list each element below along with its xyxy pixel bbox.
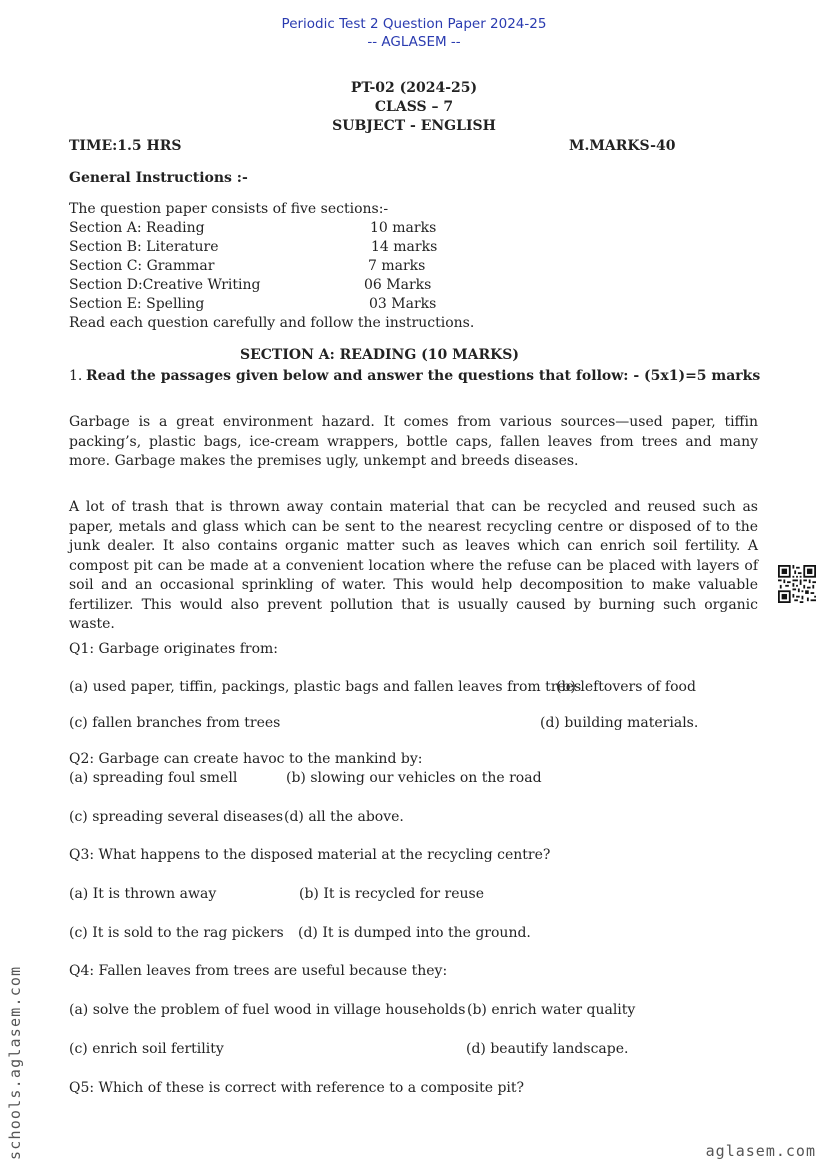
q3-option-a: (a) It is thrown away [69,886,217,902]
q2-stem: Q2: Garbage can create havoc to the mankind by: [69,751,423,767]
q1-option-c: (c) fallen branches from trees [69,715,281,731]
section-a-marks: 10 marks [370,220,437,236]
section-b-name: Section B: Literature [69,239,219,255]
q3-stem: Q3: What happens to the disposed material at the recycling centre? [69,847,551,863]
section-c-marks: 7 marks [368,258,426,274]
time-label: TIME:1.5 HRS [69,138,182,154]
class-title: CLASS – 7 [374,99,454,115]
question-1-instruction: Read the passages given below and answer the questions that follow: - (5x1)=5 marks [86,368,761,384]
q1-stem: Q1: Garbage originates from: [69,641,279,657]
passage-2: A lot of trash that is thrown away contain material that can be recycled and reused such as paper, metals and glass which can be sent to the nearest recycling centre or disposed of to the junk dealer. It also contains organic matter such as leaves which can enrich soil fertility. A compost pit can be made at a convenient location where the refuse can be placed with layers of soil and an occasional sprinkling of water. This would help decomposition to make valuable fertilizer. This would also prevent pollution that is usually caused by burning such organic waste. [69,499,758,632]
max-marks-label: M.MARKS-40 [569,138,676,154]
section-e-marks: 03 Marks [369,296,437,312]
instructions-closing: Read each question carefully and follow the instructions. [69,315,475,331]
header-brand: -- AGLASEM -- [367,34,461,50]
subject-title: SUBJECT - ENGLISH [332,118,496,134]
q4-option-b: (b) enrich water quality [467,1002,636,1018]
passage-1: Garbage is a great environment hazard. It comes from various sources—used paper, tiffin packing’s, plastic bags, ice-cream wrappers, bottle caps, fallen leaves from trees and many more. Garbage makes the premises ugly, unkempt and breeds diseases. [69,414,758,469]
q2-option-b: (b) slowing our vehicles on the road [286,770,542,786]
q2-option-c: (c) spreading several diseases [69,809,284,825]
section-c-name: Section C: Grammar [69,258,215,274]
q4-stem: Q4: Fallen leaves from trees are useful because they: [69,963,448,979]
instructions-heading: General Instructions :- [69,170,248,186]
section-a-heading: SECTION A: READING (10 MARKS) [240,347,520,363]
q4-option-a: (a) solve the problem of fuel wood in village households [69,1002,466,1018]
section-d-name: Section D:Creative Writing [69,277,261,293]
test-title: PT-02 (2024-25) [350,80,478,96]
header-title: Periodic Test 2 Question Paper 2024-25 [281,16,547,32]
q3-option-b: (b) It is recycled for reuse [299,886,485,902]
qr-code-icon [778,565,816,603]
q3-option-c: (c) It is sold to the rag pickers [69,925,284,941]
section-e-name: Section E: Spelling [69,296,205,312]
section-d-marks: 06 Marks [364,277,432,293]
q5-stem: Q5: Which of these is correct with reference to a composite pit? [69,1080,525,1096]
q4-option-d: (d) beautify landscape. [466,1041,629,1057]
instructions-intro: The question paper consists of five sections:- [69,201,389,217]
section-a-name: Section A: Reading [69,220,205,236]
q1-option-b: (b) leftovers of food [556,679,696,695]
q1-option-a: (a) used paper, tiffin, packings, plastic bags and fallen leaves from trees [69,679,582,695]
section-b-marks: 14 marks [371,239,438,255]
q2-option-a: (a) spreading foul smell [69,770,238,786]
footer-watermark: aglasem.com [705,1142,816,1160]
q4-option-c: (c) enrich soil fertility [69,1041,224,1057]
q3-option-d: (d) It is dumped into the ground. [298,925,531,941]
side-watermark: schools.aglasem.com [6,965,24,1160]
q2-option-d: (d) all the above. [284,809,404,825]
q1-option-d: (d) building materials. [540,715,699,731]
question-1-number: 1. [69,368,83,384]
